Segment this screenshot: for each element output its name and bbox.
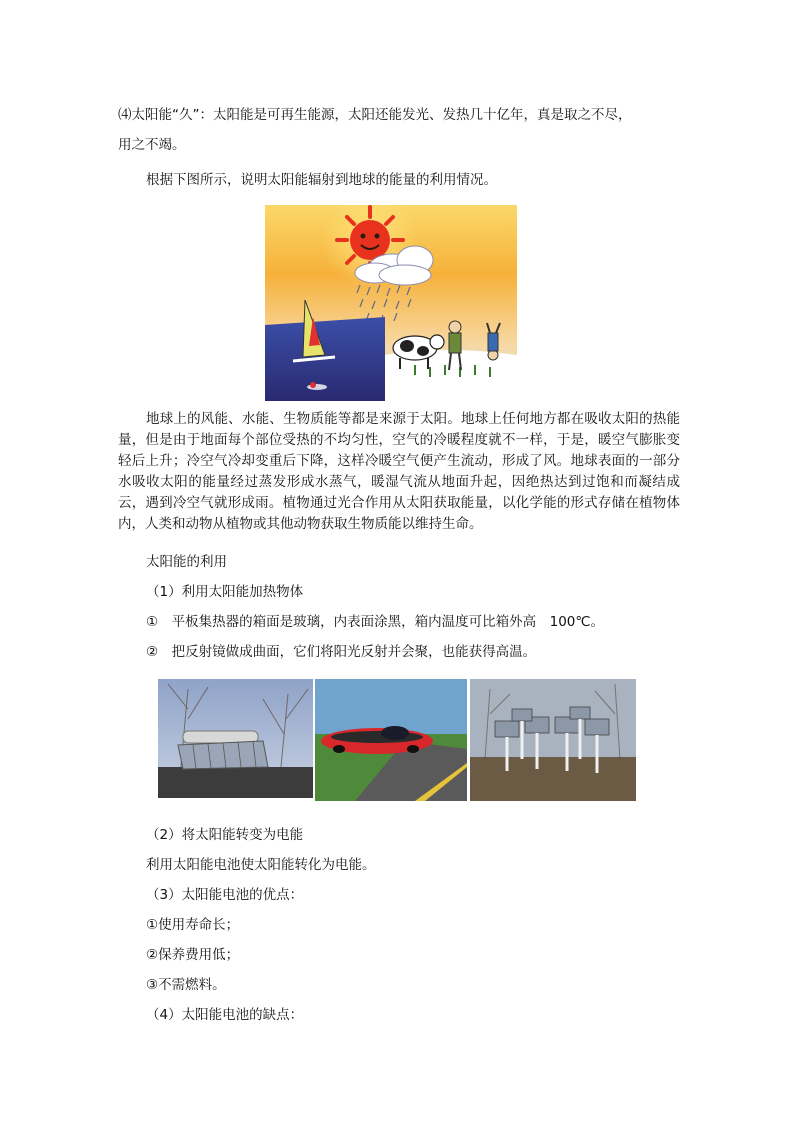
swimmer-icon [307, 384, 327, 390]
photo-solar-water-heater [158, 679, 313, 798]
collector-panel-icon [178, 731, 268, 769]
use-item-1-sub-2: ② 把反射镜做成曲面，它们将阳光反射并会聚，也能获得高温。 [146, 644, 537, 660]
uses-heading: 太阳能的利用 [146, 554, 227, 570]
photo-solar-car [315, 679, 467, 801]
figure-prompt: 根据下图所示，说明太阳能辐射到地球的能量的利用情况。 [146, 172, 497, 188]
intro-line-1: ⑷太阳能“久”：太阳能是可再生能源，太阳还能发光、发热几十亿年，真是取之不尽， [118, 107, 632, 123]
use-item-2: （2）将太阳能转变为电能 [146, 827, 304, 843]
use-item-1-sub-1: ① 平板集热器的箱面是玻璃，内表面涂黑，箱内温度可比箱外高 100℃。 [146, 614, 605, 630]
intro-line-2: 用之不竭。 [118, 137, 186, 153]
use-item-2-desc: 利用太阳能电池使太阳能转化为电能。 [146, 857, 376, 873]
advantage-1: ①使用寿命长； [146, 917, 240, 933]
sun-icon [350, 220, 390, 260]
use-item-1: （1）利用太阳能加热物体 [146, 584, 304, 600]
body-paragraph: 地球上的风能、水能、生物质能等都是来源于太阳。地球上任何地方都在吸收太阳的热能量，但是由于地面每个部位受热的不均匀性，空气的冷暖程度就不一样，于是，暖空气膨胀变轻后上升；冷空气冷却变重后下降，这样冷暖空气便产生流动，形成了风。地球表面的一部分水吸收太阳的能量经过蒸发形成水蒸气，暖湿气流从地面升起，因绝热达到过饱和而凝结成云，遇到冷空气就形成雨。植物通过光合作用从太阳获取能量，以化学能的形式存储在植物体内，人类和动物从植物或其他动物获取生物质能以维持生命。 [118, 411, 680, 532]
use-item-4: （4）太阳能电池的缺点： [146, 1007, 304, 1023]
solar-energy-illustration [265, 205, 517, 401]
advantage-2: ②保养费用低； [146, 947, 240, 963]
photo-solar-panel-array [470, 679, 636, 801]
advantage-3: ③不需燃料。 [146, 977, 226, 993]
use-item-3: （3）太阳能电池的优点： [146, 887, 304, 903]
